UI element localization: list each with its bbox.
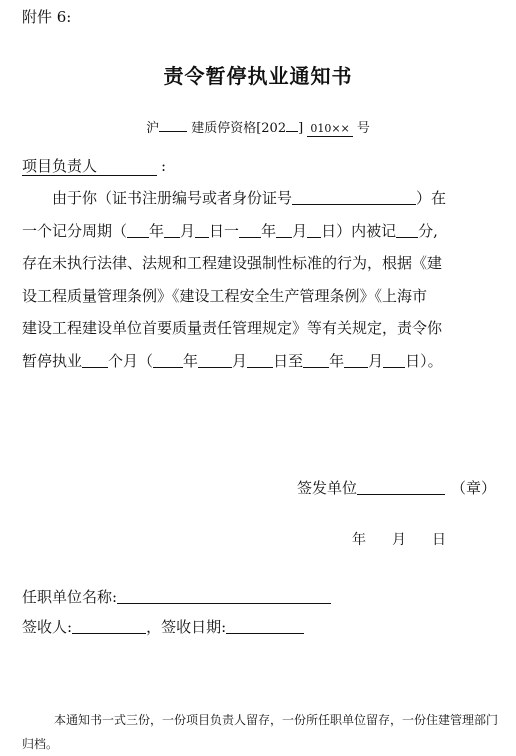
doc-number-blank — [159, 117, 187, 132]
date-month: 月 — [392, 532, 406, 548]
receipt-date-label: 签收日期: — [161, 618, 227, 636]
issuer-blank — [357, 479, 445, 495]
date-day: 日 — [432, 532, 446, 548]
document-title: 责令暂停执业通知书 — [163, 64, 353, 88]
addressee-label: 项目负责人 — [22, 157, 157, 176]
seal-label: （章） — [451, 479, 497, 497]
employer-label: 任职单位名称: — [22, 588, 118, 606]
employer-line — [22, 586, 331, 607]
body-line-2: 一个记分周期（ 年 月 日一 年 月 日）内被记 分, — [22, 221, 438, 240]
cert-number-blank — [292, 189, 416, 205]
body-line-3: 存在未执行法律、法规和工程建设强制性标准的行为，根据《建 — [22, 254, 443, 272]
notice-body — [22, 182, 494, 377]
body-line-1: 由于你（证书注册编号或者身份证号 ）在 — [52, 189, 447, 207]
doc-number-prefix: 沪 — [146, 121, 160, 136]
addressee-line — [22, 155, 166, 176]
body-line-5: 建设工程建设单位首要质量责任管理规定》等有关规定，责令你 — [22, 319, 443, 337]
doc-serial: 010×× — [307, 122, 352, 137]
document-number — [0, 117, 516, 137]
receipt-line — [22, 616, 304, 637]
body-line-6: 暂停执业 个月（ 年 月 日至 年 月 日）。 — [22, 351, 443, 370]
issuer-label: 签发单位 — [297, 479, 358, 497]
footnote: 本通知书一式三份，一份项目负责人留存，一份所任职单位留存，一份住建管理部门归档。 — [22, 713, 499, 751]
issue-date — [352, 529, 446, 549]
doc-number-suffix: 号 — [356, 121, 370, 136]
addressee-colon: : — [161, 157, 167, 175]
signer-blank — [72, 618, 146, 634]
doc-number-bracket: ] — [298, 121, 304, 136]
employer-blank — [117, 588, 331, 604]
doc-number-middle: 建质停资格[202 — [191, 121, 287, 136]
date-year: 年 — [352, 532, 366, 548]
receipt-date-blank — [226, 618, 304, 634]
annex-label: 附件 6: — [22, 8, 72, 26]
receipt-separator: ， — [146, 618, 162, 636]
doc-year-blank — [286, 117, 298, 132]
issuer-line — [297, 477, 496, 498]
signer-label: 签收人: — [22, 618, 73, 636]
body-line-4: 设工程质量管理条例》《建设工程安全生产管理条例》《上海市 — [22, 286, 428, 305]
